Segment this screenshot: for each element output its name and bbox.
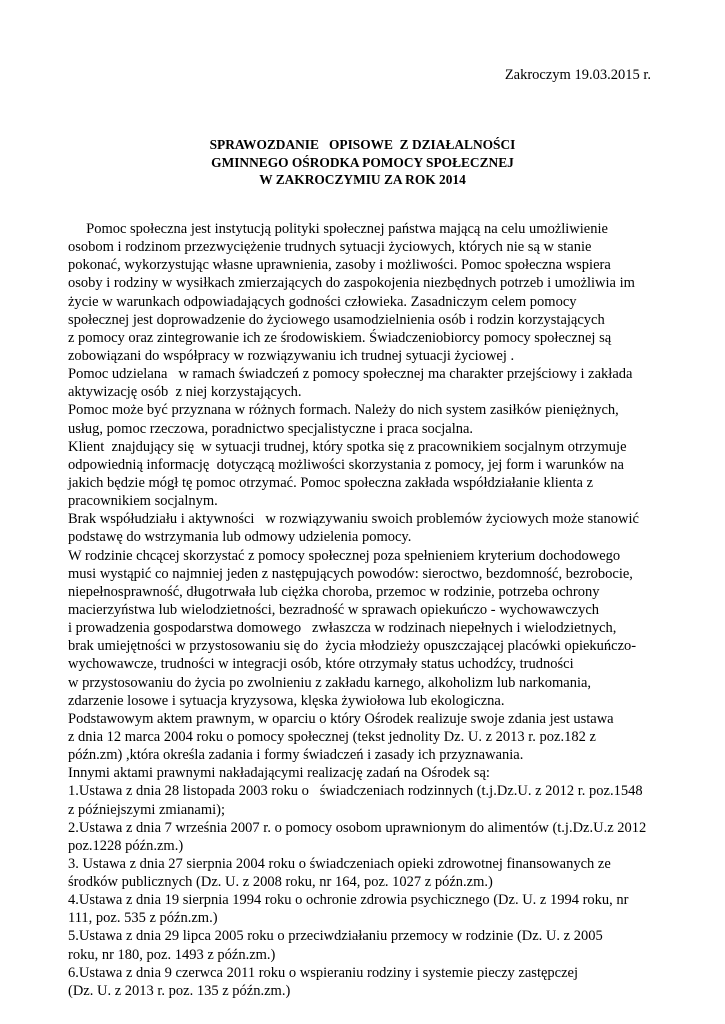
body-line: usług, pomoc rzeczowa, poradnictwo specjalistyczne i praca socjalna. xyxy=(68,420,474,437)
body-line: pracownikiem socjalnym. xyxy=(68,493,218,510)
body-line: roku, nr 180, poz. 1493 z późn.zm.) xyxy=(68,946,276,963)
body-line: społecznej jest doprowadzenie do życiowego usamodzielnienia osób i rodzin korzystających xyxy=(68,311,605,328)
body-line: z późniejszymi zmianami); xyxy=(68,801,226,818)
body-line: 111, poz. 535 z późn.zm.) xyxy=(68,910,218,927)
body-line: 5.Ustawa z dnia 29 lipca 2005 roku o przeciwdziałaniu przemocy w rodzinie (Dz. U. z 2005 xyxy=(68,928,603,945)
body-line: Podstawowym aktem prawnym, w oparciu o który Ośrodek realizuje swoje zdania jest ustawa xyxy=(68,710,614,727)
body-line: Pomoc społeczna jest instytucją polityki społecznej państwa mającą na celu umożliwienie xyxy=(68,221,608,237)
body-line: musi wystąpić co najmniej jeden z następujących powodów: sieroctwo, bezdomność, bezrobocie, xyxy=(68,565,633,582)
body-line: odpowiednią informację dotyczącą możliwości skorzystania z pomocy, jej form i warunków na xyxy=(68,456,624,473)
body-line: zdarzenie losowe i sytuacja kryzysowa, klęska żywiołowa lub ekologiczna. xyxy=(68,692,505,709)
body-line: Innymi aktami prawnymi nakładającymi realizację zadań na Ośrodek są: xyxy=(68,765,490,782)
body-line: zobowiązani do współpracy w rozwiązywaniu ich trudnej sytuacji życiowej . xyxy=(68,347,515,364)
body-line: wychowawcze, trudności w integracji osób, które otrzymały status uchodźcy, trudności xyxy=(68,656,574,673)
body-line: Brak współudziału i aktywności w rozwiązywaniu swoich problemów życiowych może stanowić xyxy=(68,511,639,528)
document-title xyxy=(0,136,725,189)
body-line: W rodzinie chcącej skorzystać z pomocy społecznej poza spełnieniem kryterium dochodowego xyxy=(68,547,621,564)
body-line: jakich będzie mógł tę pomoc otrzymać. Pomoc społeczna zakłada współdziałanie klienta z xyxy=(68,474,594,491)
body-line: niepełnosprawność, długotrwała lub ciężka choroba, przemoc w rodzinie, potrzeba ochrony xyxy=(68,583,600,600)
body-line: Pomoc udzielana w ramach świadczeń z pomocy społecznej ma charakter przejściowy i zakłada xyxy=(68,366,633,383)
title-line: SPRAWOZDANIE OPISOWE Z DZIAŁALNOŚCI xyxy=(209,137,516,152)
body-line: pokonać, wykorzystując własne uprawnienia, zasoby i możliwości. Pomoc społeczna wspiera xyxy=(68,257,611,274)
body-line: środków publicznych (Dz. U. z 2008 roku, nr 164, poz. 1027 z późn.zm.) xyxy=(68,874,493,891)
body-line: poz.1228 późn.zm.) xyxy=(68,837,184,854)
body-line: 1.Ustawa z dnia 28 listopada 2003 roku o świadczeniach rodzinnych (t.j.Dz.U. z 2012 r. poz.1548 xyxy=(68,783,643,800)
body-line: brak umiejętności w przystosowaniu się do życia młodzieży opuszczającej placówki opiekuńczo- xyxy=(68,638,637,655)
body-line: Klient znajdujący się w sytuacji trudnej, który spotka się z pracownikiem socjalnym otrzymuje xyxy=(68,438,627,455)
body-line: osobom i rodzinom przezwyciężenie trudnych sytuacji życiowych, których nie są w stanie xyxy=(68,239,592,256)
title-line: W ZAKROCZYMIU ZA ROK 2014 xyxy=(259,172,466,187)
body-line: podstawę do wstrzymania lub odmowy udzielenia pomocy. xyxy=(68,529,412,546)
body-line: aktywizację osób z niej korzystających. xyxy=(68,384,302,401)
body-line: macierzyństwa lub wielodzietności, bezradność w sprawach opiekuńczo - wychowawczych xyxy=(68,601,600,618)
body-line: 2.Ustawa z dnia 7 września 2007 r. o pomocy osobom uprawnionym do alimentów (t.j.Dz.U.z 2012 xyxy=(68,819,647,836)
body-line: 3. Ustawa z dnia 27 sierpnia 2004 roku o świadczeniach opieki zdrowotnej finansowanych ze xyxy=(68,855,611,872)
body-line: (Dz. U. z 2013 r. poz. 135 z późn.zm.) xyxy=(68,982,291,999)
document-date: Zakroczym 19.03.2015 r. xyxy=(504,67,651,83)
body-line: 6.Ustawa z dnia 9 czerwca 2011 roku o wspieraniu rodziny i systemie pieczy zastępczej xyxy=(68,964,578,981)
body-line: 4.Ustawa z dnia 19 sierpnia 1994 roku o ochronie zdrowia psychicznego (Dz. U. z 1994 roku, nr xyxy=(68,892,629,909)
body-line: w przystosowaniu do życia po zwolnieniu z zakładu karnego, alkoholizm lub narkomania, xyxy=(68,674,592,691)
body-line: życie w warunkach odpowiadających godności człowieka. Zasadniczym celem pomocy xyxy=(68,293,577,310)
body-line: Pomoc może być przyznana w różnych formach. Należy do nich system zasiłków pieniężnych, xyxy=(68,402,619,419)
body-line: późn.zm) ,która określa zadania i formy świadczeń i zasady ich przyznawania. xyxy=(68,747,524,764)
title-line: GMINNEGO OŚRODKA POMOCY SPOŁECZNEJ xyxy=(211,154,514,170)
body-line: osoby i rodziny w wysiłkach zmierzających do zaspokojenia niezbędnych potrzeb i umożliwia im xyxy=(68,275,635,292)
body-line: z pomocy oraz zintegrowanie ich ze środowiskiem. Świadczeniobiorcy pomocy społecznej są xyxy=(68,329,612,346)
body-line: z dnia 12 marca 2004 roku o pomocy społecznej (tekst jednolity Dz. U. z 2013 r. poz.182 z xyxy=(68,728,596,745)
document-body xyxy=(68,220,668,1000)
body-line: i prowadzenia gospodarstwa domowego zwłaszcza w rodzinach niepełnych i wielodzietnych, xyxy=(68,620,617,637)
